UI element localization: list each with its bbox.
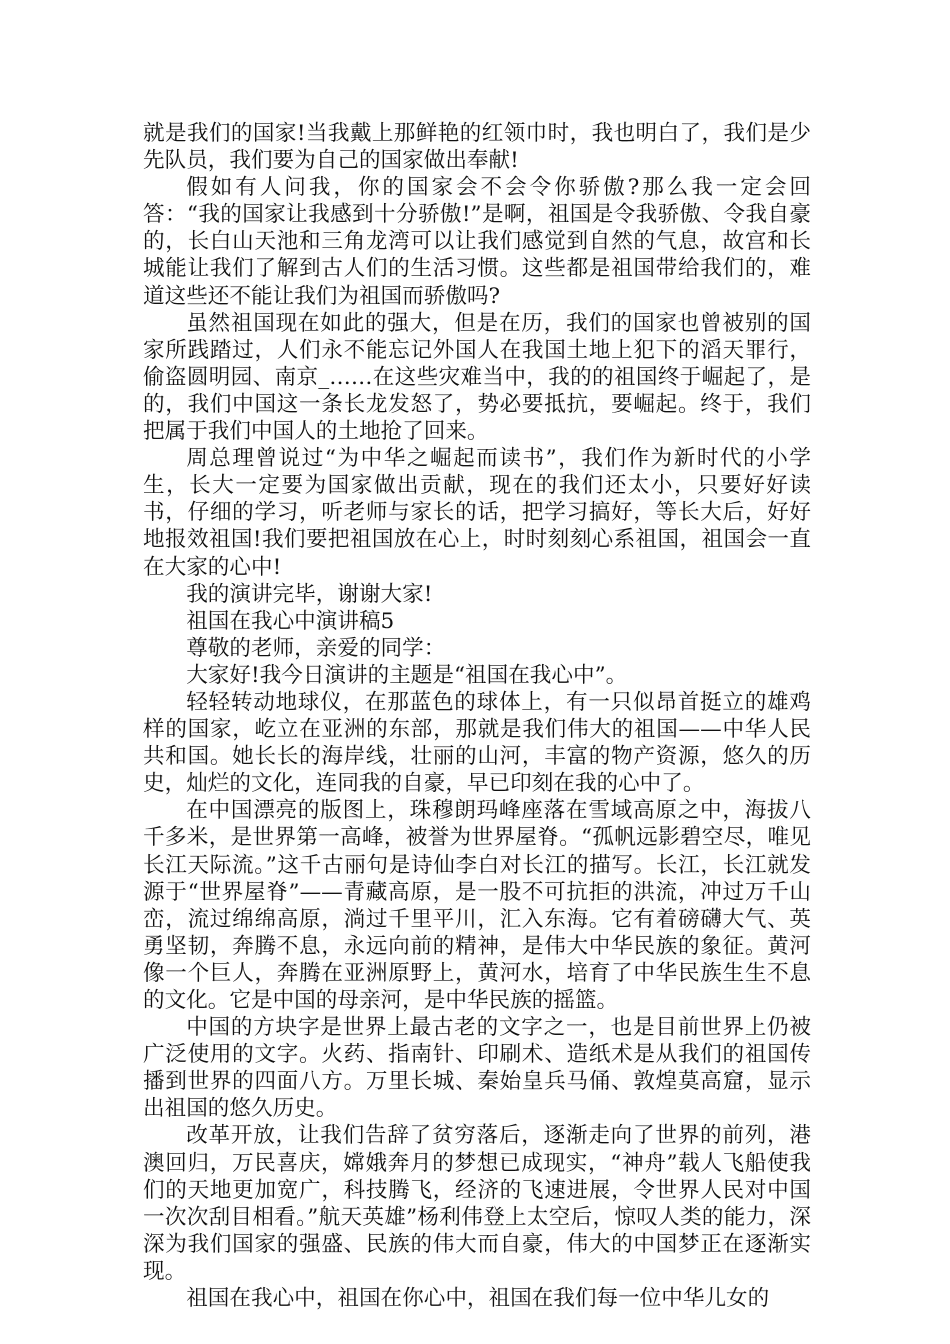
paragraph-12: 改革开放，让我们告辞了贫穷落后，逐渐走向了世界的前列，港澳回归，万民喜庆，嫦娥奔月的梦想已成现实，“神舟”载人飞船使我们的天地更加宽广，科技腾飞，经济的飞速进展，令世界人民对中国一次次刮目相看。”航天英雄”杨利伟登上太空后，惊叹人类的能力，深深为我们国家的强盛、民族的伟大而自豪，伟大的中国梦正在逐渐实现。 xyxy=(143,1123,811,1284)
paragraph-2: 假如有人问我，你的国家会不会令你骄傲?那么我一定会回答：“我的国家让我感到十分骄傲!”是啊，祖国是令我骄傲、令我自豪的，长白山天池和三角龙湾可以让我们感觉到自然的气息，故宫和长城能让我们了解到古人们的生活习惯。这些都是祖国带给我们的，难道这些还不能让我们为祖国而骄傲吗? xyxy=(143,175,811,309)
paragraph-4: 周总理曾说过“为中华之崛起而读书”，我们作为新时代的小学生，长大一定要为国家做出贡献，现在的我们还太小，只要好好读书，仔细的学习，听老师与家长的话，把学习搞好，等长大后，好好地报效祖国!我们要把祖国放在心上，时时刻刻心系祖国，祖国会一直在大家的心中! xyxy=(143,446,811,580)
paragraph-10: 在中国漂亮的版图上，珠穆朗玛峰座落在雪域高原之中，海拔八千多米，是世界第一高峰，被誉为世界屋脊。“孤帆远影碧空尽，唯见长江天际流。”这千古丽句是诗仙李白对长江的描写。长江，长江就发源于“世界屋脊”——青藏高原，是一股不可抗拒的洪流，冲过万千山峦，流过绵绵高原，淌过千里平川，汇入东海。它有着磅礴大气、英勇坚韧，奔腾不息，永远向前的精神，是伟大中华民族的象征。黄河像一个巨人，奔腾在亚洲原野上，黄河水，培育了中华民族生生不息的文化。它是中国的母亲河，是中华民族的摇篮。 xyxy=(143,798,811,1013)
paragraph-9: 轻轻转动地球仪，在那蓝色的球体上，有一只似昂首挺立的雄鸡样的国家，屹立在亚洲的东部，那就是我们伟大的祖国——中华人民共和国。她长长的海岸线，壮丽的山河，丰富的物产资源，悠久的历史，灿烂的文化，连同我的自豪，早已印刻在我的心中了。 xyxy=(143,689,811,797)
paragraph-3: 虽然祖国现在如此的强大，但是在历，我们的国家也曾被别的国家所践踏过，人们永不能忘记外国人在我国土地上犯下的滔天罪行，偷盗圆明园、南京_……在这些灾难当中，我的的祖国终于崛起了，是的，我们中国这一条长龙发怒了，势必要抵抗，要崛起。终于，我们把属于我们中国人的土地抢了回来。 xyxy=(143,310,811,445)
paragraph-13: 祖国在我心中，祖国在你心中，祖国在我们每一位中华儿女的 xyxy=(186,1286,770,1312)
paragraph-8: 大家好!我今日演讲的主题是“祖国在我心中”。 xyxy=(186,662,628,688)
paragraph-7: 尊敬的老师，亲爱的同学： xyxy=(186,635,446,661)
paragraph-1: 就是我们的国家!当我戴上那鲜艳的红领巾时，我也明白了，我们是少先队员，我们要为自己的国家做出奉献! xyxy=(143,121,811,174)
paragraph-5: 我的演讲完毕，谢谢大家! xyxy=(186,581,433,607)
document-page xyxy=(143,120,811,1312)
paragraph-11: 中国的方块字是世界上最古老的文字之一，也是目前世界上仍被广泛使用的文字。火药、指南针、印刷术、造纸术是从我们的祖国传播到世界的四面八方。万里长城、秦始皇兵马俑、敦煌莫高窟，显示出祖国的悠久历史。 xyxy=(143,1015,811,1122)
paragraph-6-heading: 祖国在我心中演讲稿5 xyxy=(186,608,395,634)
